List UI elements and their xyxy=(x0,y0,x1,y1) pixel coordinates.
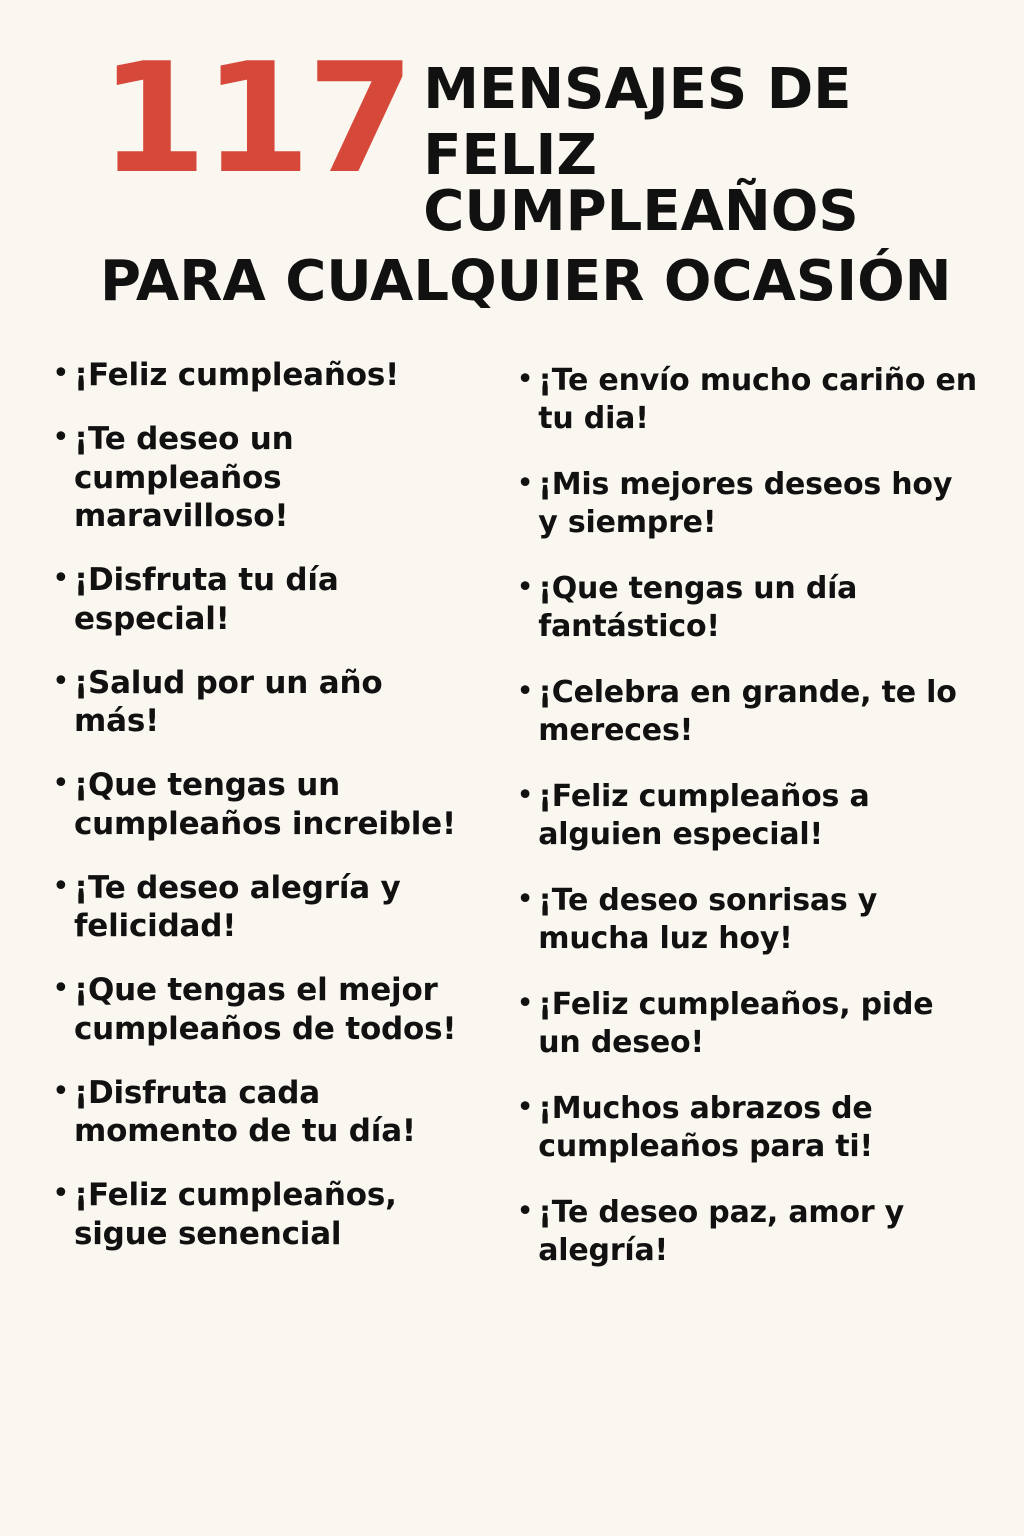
message-columns xyxy=(0,310,1024,1298)
bullet-icon: • xyxy=(52,663,70,699)
bullet-icon: • xyxy=(52,561,70,596)
bullet-icon: • xyxy=(52,356,70,391)
bullet-icon: • xyxy=(52,1073,70,1109)
list-item-text: ¡Muchos abrazos de cumpleaños para ti! xyxy=(538,1091,873,1164)
list-item xyxy=(52,420,476,536)
count-number: 117 xyxy=(99,30,411,207)
poster-header xyxy=(0,0,1024,314)
list-item-text: ¡Que tengas un día fantástico! xyxy=(538,571,858,644)
bullet-icon: • xyxy=(516,362,534,397)
bullet-icon: • xyxy=(52,971,70,1006)
bullet-icon: • xyxy=(516,570,534,605)
list-item-text: ¡Mis mejores deseos hoy y siempre! xyxy=(538,467,953,540)
bullet-icon: • xyxy=(52,1176,70,1211)
list-item-text: ¡Feliz cumpleaños a alguien especial! xyxy=(538,779,870,852)
bullet-icon: • xyxy=(516,1090,534,1125)
list-item-text: ¡Feliz cumpleaños, sigue senencial xyxy=(74,1177,397,1252)
bullet-icon: • xyxy=(516,466,534,501)
list-item xyxy=(516,570,980,645)
title-top-row xyxy=(56,30,968,244)
list-item xyxy=(516,466,980,541)
list-item-text: ¡Te deseo sonrisas y mucha luz hoy! xyxy=(538,883,878,956)
list-item xyxy=(52,1074,476,1152)
bullet-icon: • xyxy=(516,778,534,813)
list-item xyxy=(516,986,980,1061)
list-item xyxy=(52,869,476,947)
list-item-text: ¡Te deseo un cumpleaños maravilloso! xyxy=(74,420,294,535)
list-item xyxy=(516,1090,980,1165)
list-item-text: ¡Feliz cumpleaños, pide un deseo! xyxy=(538,987,934,1060)
list-item-text: ¡Te deseo alegría y felicidad! xyxy=(74,869,401,945)
list-item-text: ¡Disfruta cada momento de tu día! xyxy=(74,1074,416,1150)
list-item xyxy=(52,664,476,742)
list-item xyxy=(52,971,476,1049)
list-item-text: ¡Feliz cumpleaños! xyxy=(74,357,400,393)
title-lines xyxy=(423,52,968,244)
list-item-text: ¡Te deseo paz, amor y alegría! xyxy=(538,1195,905,1268)
list-item-text: ¡Te envío mucho cariño en tu dia! xyxy=(538,363,977,436)
bullet-icon: • xyxy=(52,766,70,801)
bullet-icon: • xyxy=(52,419,70,455)
list-item xyxy=(52,356,476,395)
list-item xyxy=(52,561,476,639)
message-column-right xyxy=(516,356,980,1298)
list-item xyxy=(52,1176,476,1254)
list-item xyxy=(516,882,980,957)
title-line-2: FELIZ CUMPLEAÑOS xyxy=(423,123,859,244)
list-item-text: ¡Celebra en grande, te lo mereces! xyxy=(538,675,957,748)
list-item xyxy=(516,674,980,749)
list-item-text: ¡Disfruta tu día especial! xyxy=(74,562,339,637)
list-item xyxy=(52,766,476,844)
bullet-icon: • xyxy=(516,674,534,709)
title-line-1: MENSAJES DE xyxy=(423,57,852,122)
bullet-icon: • xyxy=(516,986,534,1021)
bullet-icon: • xyxy=(52,868,70,904)
bullet-icon: • xyxy=(516,1194,534,1229)
title-line-3: PARA CUALQUIER OCASIÓN xyxy=(100,249,952,314)
list-item xyxy=(516,1194,980,1269)
list-item-text: ¡Que tengas un cumpleaños increible! xyxy=(74,767,456,842)
list-item-text: ¡Salud por un año más! xyxy=(74,664,383,740)
list-item xyxy=(516,778,980,853)
bullet-icon: • xyxy=(516,882,534,917)
message-column-left xyxy=(52,356,476,1298)
list-item xyxy=(516,362,980,437)
list-item-text: ¡Que tengas el mejor cumpleaños de todos! xyxy=(74,972,457,1047)
